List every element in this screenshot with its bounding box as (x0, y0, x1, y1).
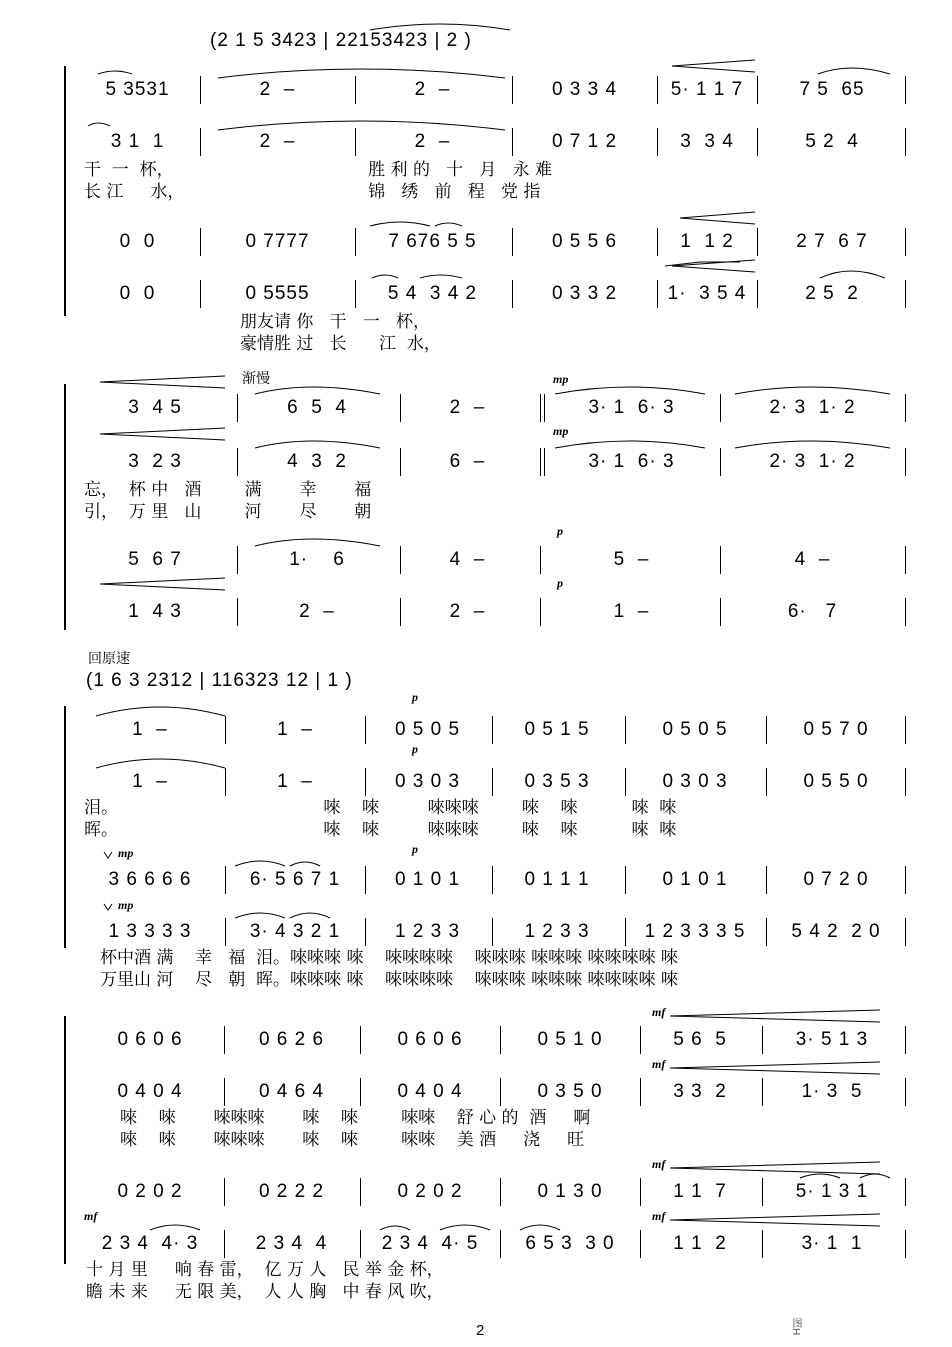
measure: 3· 1 1 (801, 1233, 863, 1254)
measure: 5 2 4 (805, 131, 859, 152)
measure: 1 3 3 3 3 (108, 921, 192, 942)
dynamic-p-4: p (412, 742, 418, 756)
measure: 2 5 2 (805, 283, 859, 304)
decrescendo-hairpin (100, 376, 225, 388)
measure: 5 – (613, 549, 650, 570)
slur (435, 223, 462, 226)
page-number: 2 (476, 1322, 485, 1339)
breath-mark (104, 852, 112, 858)
slur (380, 1226, 410, 1230)
crescendo-hairpin (670, 1010, 880, 1022)
measure: 0 5 5 0 (803, 771, 869, 792)
measure: 0 5 1 0 (537, 1029, 603, 1050)
slur (735, 387, 890, 394)
breath-mark (104, 904, 112, 910)
slur (96, 707, 225, 716)
measure: 3· 5 1 3 (795, 1029, 869, 1050)
system1-intro: (2 1 5 3423 | 22153423 | 2 ) (210, 30, 472, 51)
slur (372, 275, 398, 278)
dynamic-mp-2: mp (553, 424, 569, 438)
tempo-mark-original: 回原速 (88, 651, 130, 667)
lyric-line: 晖。 唻 唻 唻唻唻 唻 唻 唻 唻 (84, 820, 677, 840)
slur (290, 862, 320, 866)
lyric-line: 万里山 河 尽 朝 晖。唻唻唻 唻 唻唻唻唻 唻唻唻 唻唻唻 唻唻唻唻 唻 (100, 970, 678, 990)
slur (98, 71, 132, 74)
slur (820, 271, 885, 278)
watermark: 图H (790, 1318, 801, 1336)
measure: 2 – (449, 397, 486, 418)
decrescendo-hairpin (100, 428, 225, 440)
dynamic-mf-5: mf (652, 1209, 666, 1223)
slur (150, 1225, 200, 1230)
crescendo-hairpin (670, 1062, 880, 1074)
measure: 3 1 1 (110, 131, 165, 152)
measure: 6 5 4 (287, 397, 347, 418)
measure: 0 4 0 4 (397, 1081, 463, 1102)
slur (88, 123, 110, 126)
measure: 1 2 3 3 (524, 921, 590, 942)
lyric-line: 杯中酒 满 幸 福 泪。唻唻唻 唻 唻唻唻唻 唻唻唻 唻唻唻 唻唻唻唻 唻 (100, 948, 678, 968)
measure: 2 – (414, 79, 451, 100)
measure: 1 – (132, 719, 168, 740)
measure: 5· 1 1 7 (670, 79, 744, 100)
measure: 6· 5 6 7 1 (249, 869, 341, 890)
lyric-line: 忘， 杯 中 酒 满 幸 福 (84, 480, 372, 500)
measure: 5· 1 3 1 (795, 1181, 869, 1202)
tempo-mark-slowing: 渐慢 (242, 371, 270, 387)
measure: 0 3 5 3 (524, 771, 590, 792)
measure: 2 7 6 7 (796, 231, 868, 252)
measure: 0 3 0 3 (662, 771, 728, 792)
slur (235, 913, 285, 918)
dynamic-mp-4: mp (118, 898, 134, 912)
lyric-line: 干 一 杯， 胜 利 的 十 月 永 难 (84, 160, 552, 180)
measure: 1 2 3 3 3 5 (644, 921, 746, 942)
measure: 0 7 2 0 (803, 869, 869, 890)
dynamic-p-1: p (557, 524, 563, 538)
slur (255, 387, 380, 394)
measure: 0 3 5 0 (537, 1081, 603, 1102)
dynamic-mf-3: mf (652, 1157, 666, 1171)
measure: 0 5 0 5 (394, 719, 461, 740)
measure: 5 4 3 4 2 (387, 283, 478, 304)
measure: 5 6 5 (673, 1029, 727, 1050)
dynamic-mf-1: mf (652, 1005, 666, 1019)
crescendo-hairpin (670, 1162, 880, 1174)
lyric-line: 瞻 未 来 无 限 美， 人 人 胸 中 春 风 吹， (86, 1282, 444, 1302)
lyric-line: 唻 唻 唻唻唻 唻 唻 唻唻 舒 心 的 酒 啊 (120, 1108, 591, 1128)
measure: 1 1 7 (673, 1181, 727, 1202)
measure: 1 – (613, 601, 650, 622)
lyric-line: 朋友请 你 干 一 杯， (240, 312, 431, 332)
measure: 0 3 0 3 (394, 771, 461, 792)
measure: 0 2 0 2 (397, 1181, 463, 1202)
measure: 2 3 4 4· 3 (101, 1233, 199, 1254)
measure: 3· 1 6· 3 (588, 451, 675, 472)
measure: 0 2 2 2 (258, 1181, 325, 1202)
slur (555, 441, 705, 448)
measure: 0 6 0 6 (397, 1029, 463, 1050)
measure: 1 – (277, 719, 313, 740)
measure: 3 2 3 (128, 451, 182, 472)
slur (370, 24, 510, 30)
measure: 2 – (259, 131, 296, 152)
measure: 6· 7 (787, 601, 838, 622)
measure: 0 5 0 5 (662, 719, 728, 740)
dynamic-mp-1: mp (553, 372, 569, 386)
measure: 6 – (449, 451, 486, 472)
dynamic-p-5: p (412, 842, 418, 856)
measure: 3· 4 3 2 1 (249, 921, 341, 942)
measure: 5 6 7 (128, 549, 182, 570)
lyric-line: 豪情胜 过 长 江 水， (240, 334, 441, 354)
measure: 4 – (794, 549, 831, 570)
measure: 1 – (277, 771, 313, 792)
slur (96, 759, 225, 768)
slur (555, 387, 705, 394)
measure: 0 0 (119, 283, 156, 304)
measure: 0 1 1 1 (524, 869, 590, 890)
crescendo-hairpin (680, 212, 755, 224)
measure: 4 3 2 (287, 451, 347, 472)
dynamic-mf-2: mf (652, 1057, 666, 1071)
measure: 5 4 2 2 0 (791, 921, 881, 942)
measure: 0 3 3 4 (551, 79, 618, 100)
measure: 0 7777 (245, 231, 310, 252)
slur (235, 861, 285, 866)
measure: 3 3 2 (673, 1081, 727, 1102)
measure: 0 3 3 2 (551, 283, 618, 304)
decrescendo-hairpin (100, 578, 225, 590)
lyric-line: 十 月 里 响 春 雷， 亿 万 人 民 举 金 杯， (86, 1260, 444, 1280)
slur (218, 69, 505, 78)
measure: 0 1 0 1 (662, 869, 728, 890)
measure: 4 – (449, 549, 486, 570)
measure: 1 2 3 3 (394, 921, 461, 942)
measure: 1· 3 5 (801, 1081, 863, 1102)
measure: 6 5 3 3 0 (525, 1233, 615, 1254)
measure: 1· 3 5 4 (667, 283, 747, 304)
measure: 0 0 (119, 231, 156, 252)
measure: 0 4 6 4 (258, 1081, 325, 1102)
slur (800, 1174, 840, 1178)
measure: 2· 3 1· 2 (769, 451, 856, 472)
measure: 0 5 1 5 (524, 719, 590, 740)
measure: 0 6 0 6 (117, 1029, 183, 1050)
slur (255, 539, 380, 546)
measure: 2 – (259, 79, 296, 100)
measure: 7 5 65 (799, 79, 865, 100)
slur (420, 275, 462, 278)
slur (218, 121, 505, 130)
measure: 0 5555 (245, 283, 310, 304)
dynamic-p-3: p (412, 690, 418, 704)
dynamic-mp-3: mp (118, 846, 134, 860)
measure: 5 3531 (105, 79, 170, 100)
measure: 1· 6 (289, 549, 345, 570)
measure: 3 6 6 6 6 (108, 869, 192, 890)
measure: 2 – (449, 601, 486, 622)
slur (290, 913, 330, 918)
dynamic-p-2: p (557, 576, 563, 590)
measure: 0 6 2 6 (258, 1029, 325, 1050)
slur (440, 1225, 490, 1230)
system3-intro: (1 6 3 2312 | 116323 12 | 1 ) (86, 670, 353, 691)
measure: 2 3 4 4· 5 (381, 1233, 479, 1254)
slur (370, 222, 430, 226)
measure: 0 4 0 4 (117, 1081, 183, 1102)
measure: 1 – (132, 771, 168, 792)
measure: 0 5 7 0 (803, 719, 869, 740)
measure: 1 1 2 (673, 1233, 727, 1254)
slur (735, 441, 890, 448)
slur (818, 68, 890, 74)
measure: 0 1 3 0 (537, 1181, 603, 1202)
measure: 2· 3 1· 2 (769, 397, 856, 418)
measure: 1 4 3 (128, 601, 182, 622)
measure: 0 5 5 6 (551, 231, 618, 252)
lyric-line: 长 江 水， 锦 绣 前 程 党 指 (84, 182, 541, 202)
measure: 2 – (299, 601, 335, 622)
measure: 0 1 0 1 (394, 869, 461, 890)
slur (255, 441, 380, 448)
measure: 7 676 5 5 (388, 231, 477, 252)
measure: 2 3 4 4 (255, 1233, 328, 1254)
measure: 0 7 1 2 (551, 131, 618, 152)
slur (520, 1225, 560, 1230)
measure: 3· 1 6· 3 (588, 397, 675, 418)
crescendo-hairpin (670, 1214, 880, 1226)
measure: 2 – (414, 131, 451, 152)
measure: 3 4 5 (128, 397, 182, 418)
crescendo-hairpin (672, 60, 755, 72)
slur (860, 1174, 890, 1178)
dynamic-mf-4: mf (84, 1209, 98, 1223)
measure: 0 2 0 2 (117, 1181, 183, 1202)
measure: 1 1 2 (680, 231, 734, 252)
measure: 3 3 4 (680, 131, 734, 152)
lyric-line: 泪。 唻 唻 唻唻唻 唻 唻 唻 唻 (84, 798, 677, 818)
lyric-line: 唻 唻 唻唻唻 唻 唻 唻唻 美 酒 浇 旺 (120, 1130, 585, 1150)
lyric-line: 引， 万 里 山 河 尽 朝 (84, 502, 372, 522)
